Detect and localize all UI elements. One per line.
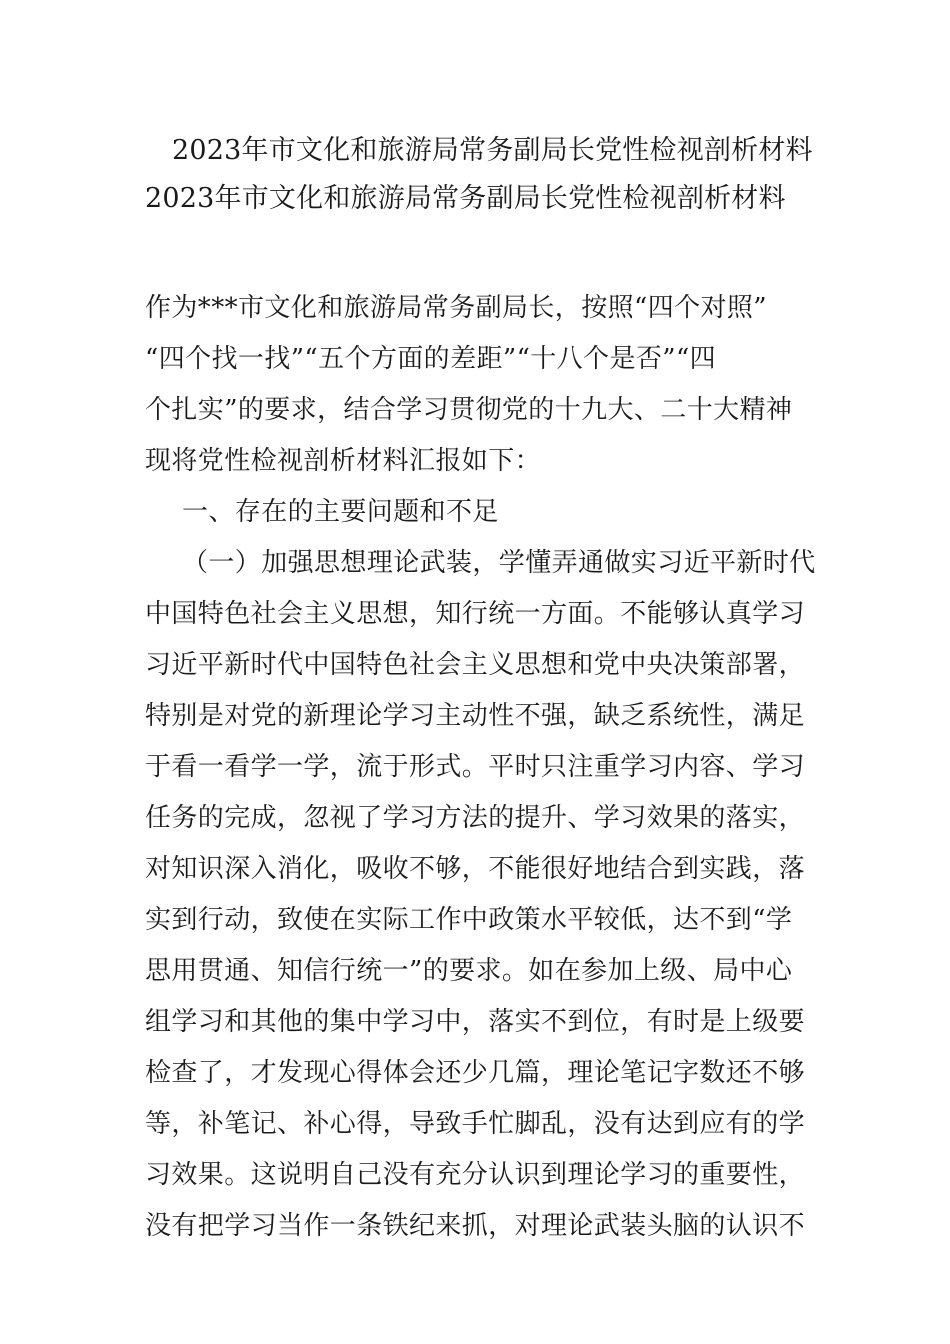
document-subtitle: 2023年市文化和旅游局常务副局长党性检视剖析材料 — [145, 183, 786, 214]
intro-line: 作为***市文化和旅游局常务副局长，按照“四个对照” — [145, 293, 767, 323]
document-title: 2023年市文化和旅游局常务副局长党性检视剖析材料 — [172, 135, 813, 166]
paragraph-line: 于看一看学一学，流于形式。平时只注重学习内容、学习 — [145, 752, 806, 782]
paragraph-line: 中国特色社会主义思想，知行统一方面。不能够认真学习 — [145, 599, 806, 629]
paragraph-line: 习近平新时代中国特色社会主义思想和党中央决策部署， — [145, 650, 806, 680]
paragraph-line: 没有把学习当作一条铁纪来抓，对理论武装头脑的认识不 — [145, 1211, 806, 1241]
paragraph-line: （一）加强思想理论武装，学懂弄通做实习近平新时代 — [182, 548, 816, 578]
paragraph-line: 特别是对党的新理论学习主动性不强，缺乏系统性，满足 — [145, 701, 806, 731]
section-heading: 一、存在的主要问题和不足 — [182, 497, 499, 527]
paragraph-line: 对知识深入消化，吸收不够，不能很好地结合到实践，落 — [145, 854, 806, 884]
paragraph-line: 检查了，才发现心得体会还少几篇，理论笔记字数还不够 — [145, 1058, 806, 1088]
paragraph-line: 习效果。这说明自己没有充分认识到理论学习的重要性， — [145, 1160, 806, 1190]
paragraph-line: 组学习和其他的集中学习中，落实不到位，有时是上级要 — [145, 1007, 806, 1037]
intro-line: 现将党性检视剖析材料汇报如下： — [145, 446, 542, 476]
document-body — [145, 283, 816, 1252]
intro-line: 个扎实”的要求，结合学习贯彻党的十九大、二十大精神 — [145, 395, 793, 425]
paragraph-line: 等，补笔记、补心得，导致手忙脚乱，没有达到应有的学 — [145, 1109, 806, 1139]
paragraph-line: 实到行动，致使在实际工作中政策水平较低，达不到“学 — [145, 905, 793, 935]
paragraph-line: 思用贯通、知信行统一”的要求。如在参加上级、局中心 — [145, 956, 793, 986]
paragraph-line: 任务的完成，忽视了学习方法的提升、学习效果的落实， — [145, 803, 806, 833]
intro-line: “四个找一找”“五个方面的差距”“十八个是否”“四 — [145, 344, 717, 374]
